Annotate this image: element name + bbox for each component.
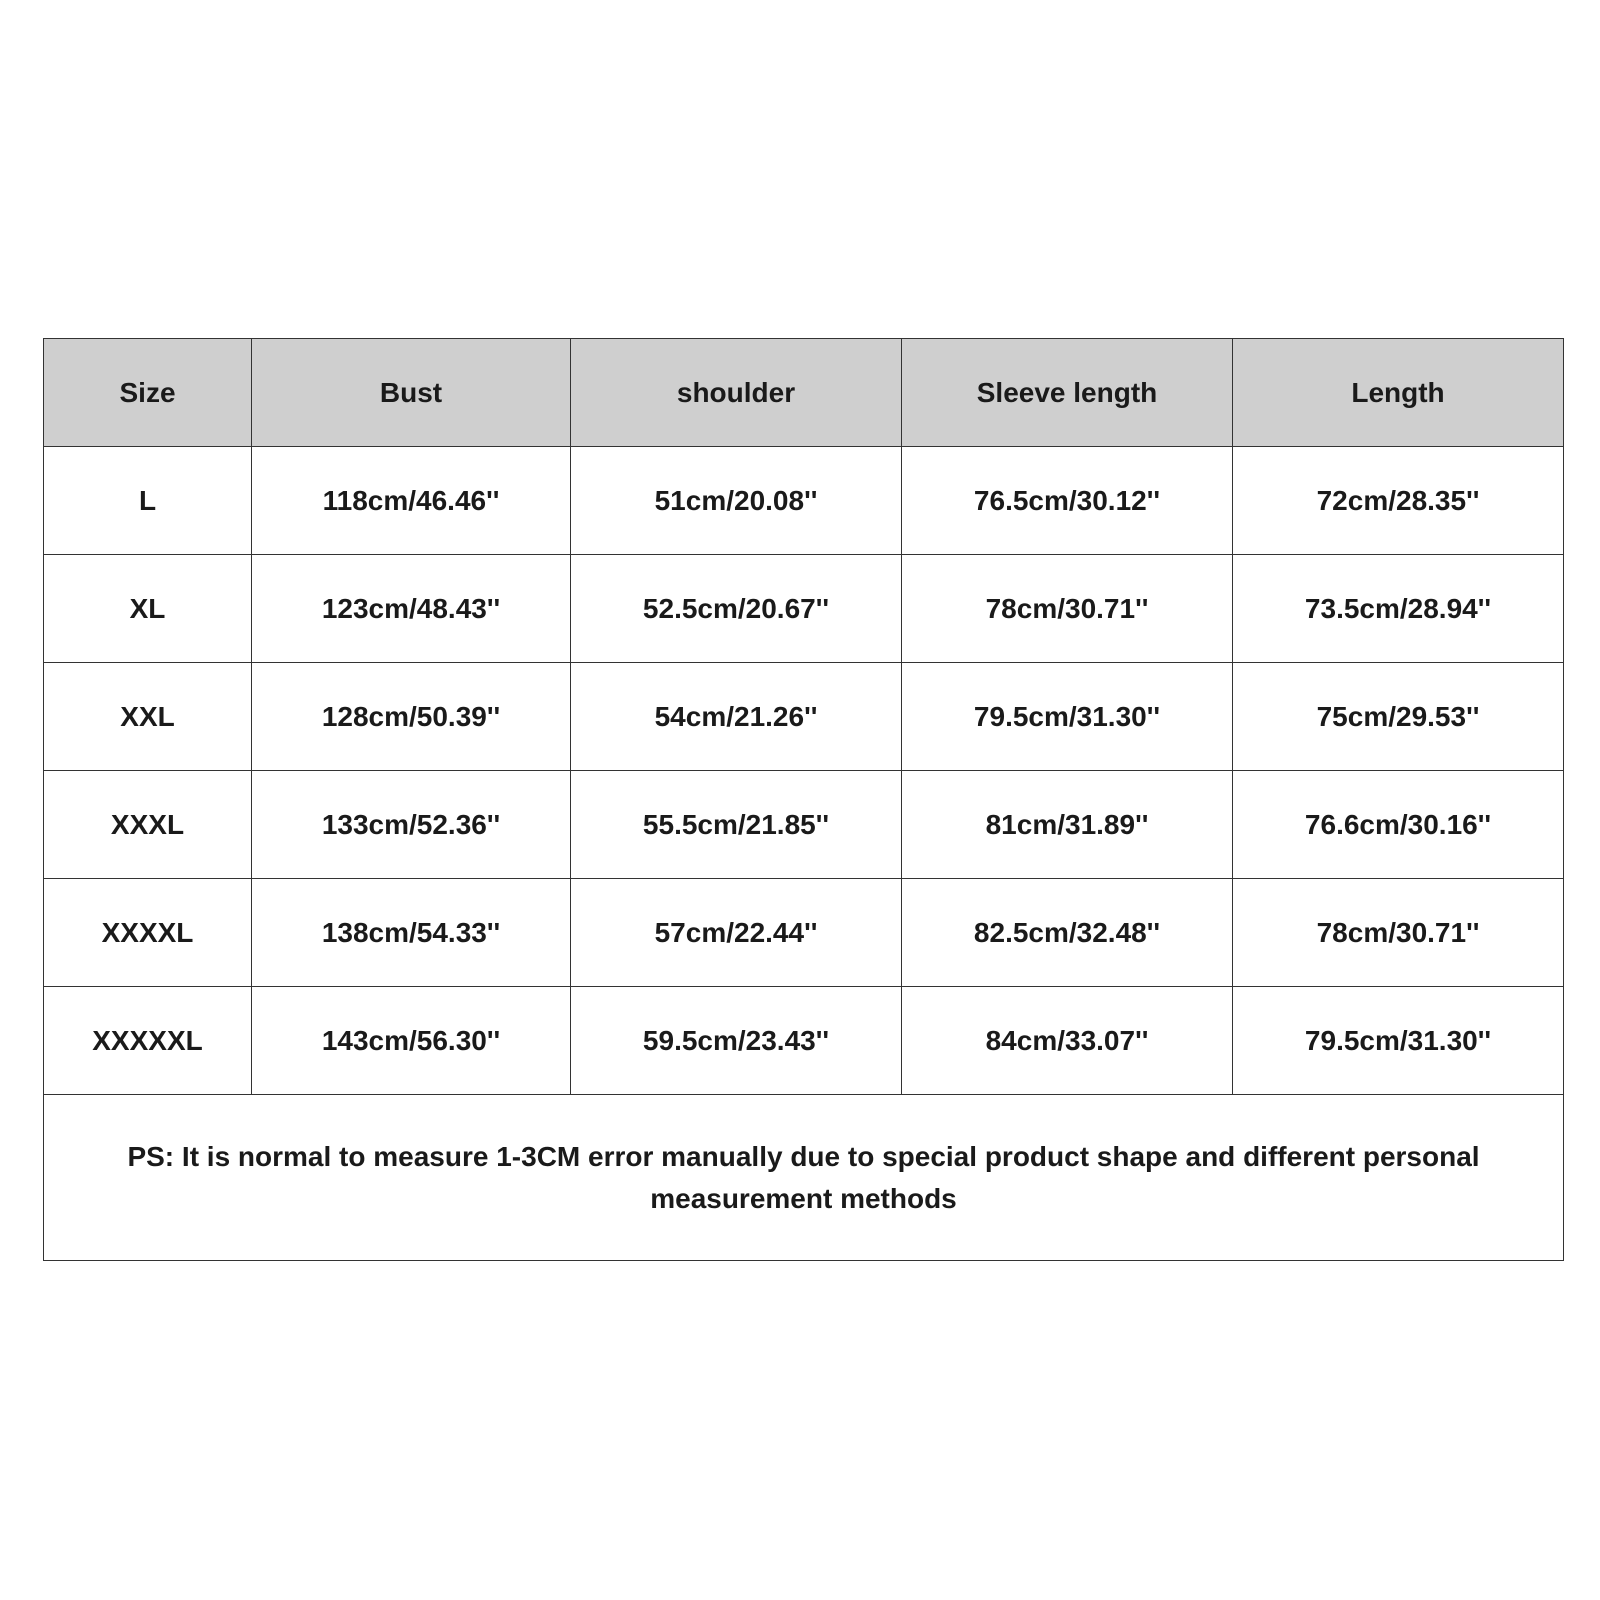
header-shoulder: shoulder: [571, 339, 902, 447]
cell-length: 78cm/30.71'': [1233, 879, 1564, 987]
cell-bust: 133cm/52.36'': [252, 771, 571, 879]
cell-size: XXXL: [44, 771, 252, 879]
cell-shoulder: 57cm/22.44'': [571, 879, 902, 987]
table-row: [44, 447, 1564, 555]
cell-sleeve-length: 78cm/30.71'': [902, 555, 1233, 663]
cell-sleeve-length: 81cm/31.89'': [902, 771, 1233, 879]
cell-shoulder: 51cm/20.08'': [571, 447, 902, 555]
cell-sleeve-length: 76.5cm/30.12'': [902, 447, 1233, 555]
header-length: Length: [1233, 339, 1564, 447]
cell-length: 76.6cm/30.16'': [1233, 771, 1564, 879]
cell-sleeve-length: 82.5cm/32.48'': [902, 879, 1233, 987]
cell-size: XXXXL: [44, 879, 252, 987]
cell-bust: 128cm/50.39'': [252, 663, 571, 771]
table-row: [44, 987, 1564, 1095]
cell-size: L: [44, 447, 252, 555]
cell-bust: 123cm/48.43'': [252, 555, 571, 663]
cell-bust: 118cm/46.46'': [252, 447, 571, 555]
header-sleeve-length: Sleeve length: [902, 339, 1233, 447]
cell-bust: 143cm/56.30'': [252, 987, 571, 1095]
cell-length: 73.5cm/28.94'': [1233, 555, 1564, 663]
measurement-note: PS: It is normal to measure 1-3CM error manually due to special product shape and different personal measurement methods: [44, 1095, 1564, 1261]
cell-sleeve-length: 84cm/33.07'': [902, 987, 1233, 1095]
header-size: Size: [44, 339, 252, 447]
cell-size: XXL: [44, 663, 252, 771]
header-bust: Bust: [252, 339, 571, 447]
table-row: [44, 663, 1564, 771]
cell-sleeve-length: 79.5cm/31.30'': [902, 663, 1233, 771]
cell-shoulder: 54cm/21.26'': [571, 663, 902, 771]
table-row: [44, 555, 1564, 663]
size-chart-table: [43, 338, 1564, 1261]
cell-shoulder: 59.5cm/23.43'': [571, 987, 902, 1095]
table-row: [44, 771, 1564, 879]
cell-size: XXXXXL: [44, 987, 252, 1095]
header-row: [44, 339, 1564, 447]
cell-length: 79.5cm/31.30'': [1233, 987, 1564, 1095]
cell-length: 72cm/28.35'': [1233, 447, 1564, 555]
cell-bust: 138cm/54.33'': [252, 879, 571, 987]
note-row: [44, 1095, 1564, 1261]
cell-size: XL: [44, 555, 252, 663]
cell-length: 75cm/29.53'': [1233, 663, 1564, 771]
table-row: [44, 879, 1564, 987]
cell-shoulder: 55.5cm/21.85'': [571, 771, 902, 879]
cell-shoulder: 52.5cm/20.67'': [571, 555, 902, 663]
